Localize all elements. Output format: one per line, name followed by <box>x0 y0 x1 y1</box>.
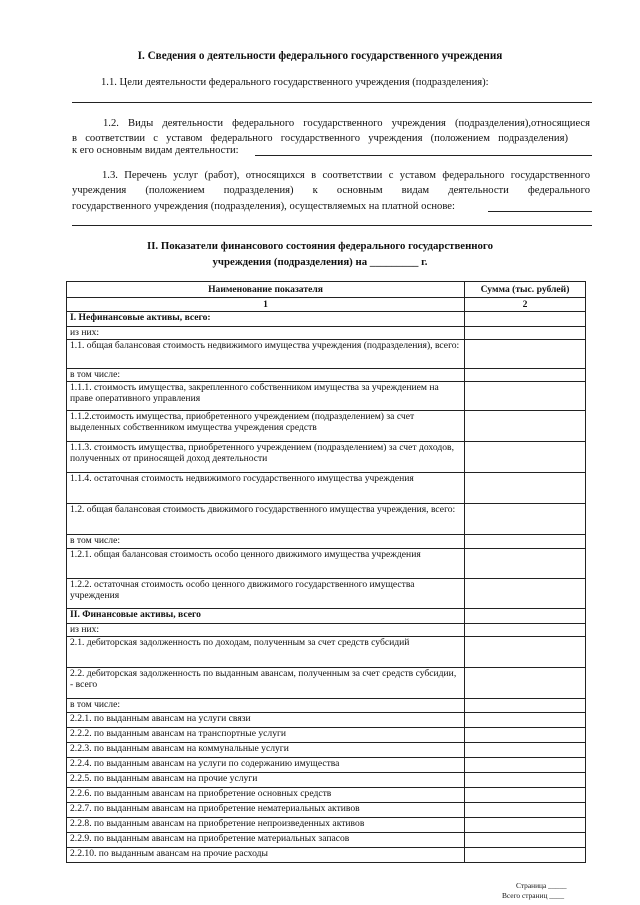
indicator-name: 1.1.3. стоимость имущества, приобретенного учреждением (подразделением) за счет доходов, полученных от приносящей доход деятельности <box>67 442 465 473</box>
amount-cell <box>465 833 586 848</box>
table-row <box>67 728 586 743</box>
table-row <box>67 609 586 624</box>
fill-line-1-2 <box>255 155 592 156</box>
section2-title-line2: учреждения (подразделения) на _________ г. <box>212 256 428 268</box>
table-header-row <box>67 282 586 298</box>
total-pages-field: Всего страниц ____ <box>502 891 565 900</box>
table-row <box>67 579 586 609</box>
col2-header: Сумма (тыс. рублей) <box>465 282 586 298</box>
col1-header: Наименование показателя <box>67 282 465 298</box>
table-row <box>67 699 586 713</box>
item-1-3-line3: государственного учреждения (подразделения), осуществляемых на платной основе: <box>72 201 455 212</box>
table-row <box>67 788 586 803</box>
amount-cell <box>465 369 586 382</box>
amount-cell <box>465 818 586 833</box>
indicator-name: 2.2. дебиторская задолженность по выданным авансам, полученным за счет средств субсидии, - всего <box>67 668 465 699</box>
indicator-name: 2.2.7. по выданным авансам на приобретение нематериальных активов <box>67 803 465 818</box>
indicator-name: 2.2.8. по выданным авансам на приобретение непроизведенных активов <box>67 818 465 833</box>
table-row <box>67 340 586 369</box>
amount-cell <box>465 327 586 340</box>
amount-cell <box>465 699 586 713</box>
indicator-name: в том числе: <box>67 699 465 713</box>
table-row <box>67 312 586 327</box>
financial-indicators-table <box>66 281 586 863</box>
amount-cell <box>465 340 586 369</box>
table-row <box>67 818 586 833</box>
amount-cell <box>465 624 586 637</box>
amount-cell <box>465 848 586 863</box>
amount-cell <box>465 473 586 504</box>
amount-cell <box>465 713 586 728</box>
table-row <box>67 473 586 504</box>
fill-line-1-1 <box>72 102 592 103</box>
table-row <box>67 803 586 818</box>
item-1-3-line2: учреждения (положением подразделения) к основным видам деятельности федерального <box>72 185 590 196</box>
indicator-name: 2.2.9. по выданным авансам на приобретение материальных запасов <box>67 833 465 848</box>
indicator-name: 2.2.3. по выданным авансам на коммунальные услуги <box>67 743 465 758</box>
table-row <box>67 743 586 758</box>
table-row <box>67 624 586 637</box>
section1-title: I. Сведения о деятельности федерального государственного учреждения <box>137 50 503 62</box>
indicator-name: 1.2.1. общая балансовая стоимость особо ценного движимого имущества учреждения <box>67 549 465 579</box>
item-1-1: 1.1. Цели деятельности федерального государственного учреждения (подразделения): <box>101 77 489 88</box>
indicator-name: 1.2. общая балансовая стоимость движимого государственного имущества учреждения, всего: <box>67 504 465 535</box>
table-row <box>67 773 586 788</box>
table-row <box>67 549 586 579</box>
indicator-name: 1.1.1. стоимость имущества, закрепленного собственником имущества за учреждением на праве оперативного управления <box>67 382 465 411</box>
page-number-field: Страница _____ <box>516 881 567 890</box>
fill-line-1-3b <box>72 225 592 226</box>
amount-cell <box>465 637 586 668</box>
amount-cell <box>465 535 586 549</box>
amount-cell <box>465 773 586 788</box>
indicator-name: 2.2.10. по выданным авансам на прочие расходы <box>67 848 465 863</box>
item-1-2-line2: в соответствии с уставом федерального государственного учреждения (положением подразделения) <box>72 133 568 144</box>
table-row <box>67 382 586 411</box>
indicator-name: I. Нефинансовые активы, всего: <box>67 312 465 327</box>
indicator-name: 1.2.2. остаточная стоимость особо ценного движимого государственного имущества учреждения <box>67 579 465 609</box>
amount-cell <box>465 442 586 473</box>
indicator-name: 1.1.2.стоимость имущества, приобретенного учреждением (подразделением) за счет выделенных собственником имущества учреждения средств <box>67 411 465 442</box>
amount-cell <box>465 549 586 579</box>
table-row <box>67 713 586 728</box>
amount-cell <box>465 312 586 327</box>
table-row <box>67 369 586 382</box>
table-row <box>67 637 586 668</box>
amount-cell <box>465 609 586 624</box>
amount-cell <box>465 758 586 773</box>
fill-line-1-3a <box>488 211 592 212</box>
amount-cell <box>465 788 586 803</box>
indicator-name: 1.1. общая балансовая стоимость недвижимого имущества учреждения (подразделения), всего: <box>67 340 465 369</box>
indicator-name: 2.2.4. по выданным авансам на услуги по содержанию имущества <box>67 758 465 773</box>
col1-number: 1 <box>67 298 465 312</box>
amount-cell <box>465 579 586 609</box>
amount-cell <box>465 728 586 743</box>
item-1-2-line3: к его основным видам деятельности: <box>72 145 239 156</box>
table-row <box>67 668 586 699</box>
table-colnum-row <box>67 298 586 312</box>
indicator-name: в том числе: <box>67 535 465 549</box>
table-row <box>67 442 586 473</box>
table-row <box>67 833 586 848</box>
indicator-name: 2.2.6. по выданным авансам на приобретение основных средств <box>67 788 465 803</box>
indicator-name: 2.1. дебиторская задолженность по доходам, полученным за счет средств субсидий <box>67 637 465 668</box>
section2-title-line1: II. Показатели финансового состояния федерального государственного <box>147 240 493 252</box>
table-row <box>67 758 586 773</box>
indicator-name: 2.2.5. по выданным авансам на прочие услуги <box>67 773 465 788</box>
amount-cell <box>465 668 586 699</box>
amount-cell <box>465 803 586 818</box>
indicator-name: из них: <box>67 624 465 637</box>
table-row <box>67 535 586 549</box>
indicator-name: 2.2.2. по выданным авансам на транспортные услуги <box>67 728 465 743</box>
indicator-name: 2.2.1. по выданным авансам на услуги связи <box>67 713 465 728</box>
table-row <box>67 411 586 442</box>
item-1-3-line1: 1.3. Перечень услуг (работ), относящихся в соответствии с уставом федерального государственного <box>102 170 590 181</box>
table-row <box>67 327 586 340</box>
indicator-name: II. Финансовые активы, всего <box>67 609 465 624</box>
col2-number: 2 <box>465 298 586 312</box>
amount-cell <box>465 382 586 411</box>
amount-cell <box>465 411 586 442</box>
amount-cell <box>465 743 586 758</box>
amount-cell <box>465 504 586 535</box>
indicator-name: из них: <box>67 327 465 340</box>
table-row <box>67 848 586 863</box>
indicator-name: 1.1.4. остаточная стоимость недвижимого государственного имущества учреждения <box>67 473 465 504</box>
indicator-name: в том числе: <box>67 369 465 382</box>
item-1-2-line1: 1.2. Виды деятельности федерального государственного учреждения (подразделения),относящиеся <box>103 118 590 129</box>
table-row <box>67 504 586 535</box>
